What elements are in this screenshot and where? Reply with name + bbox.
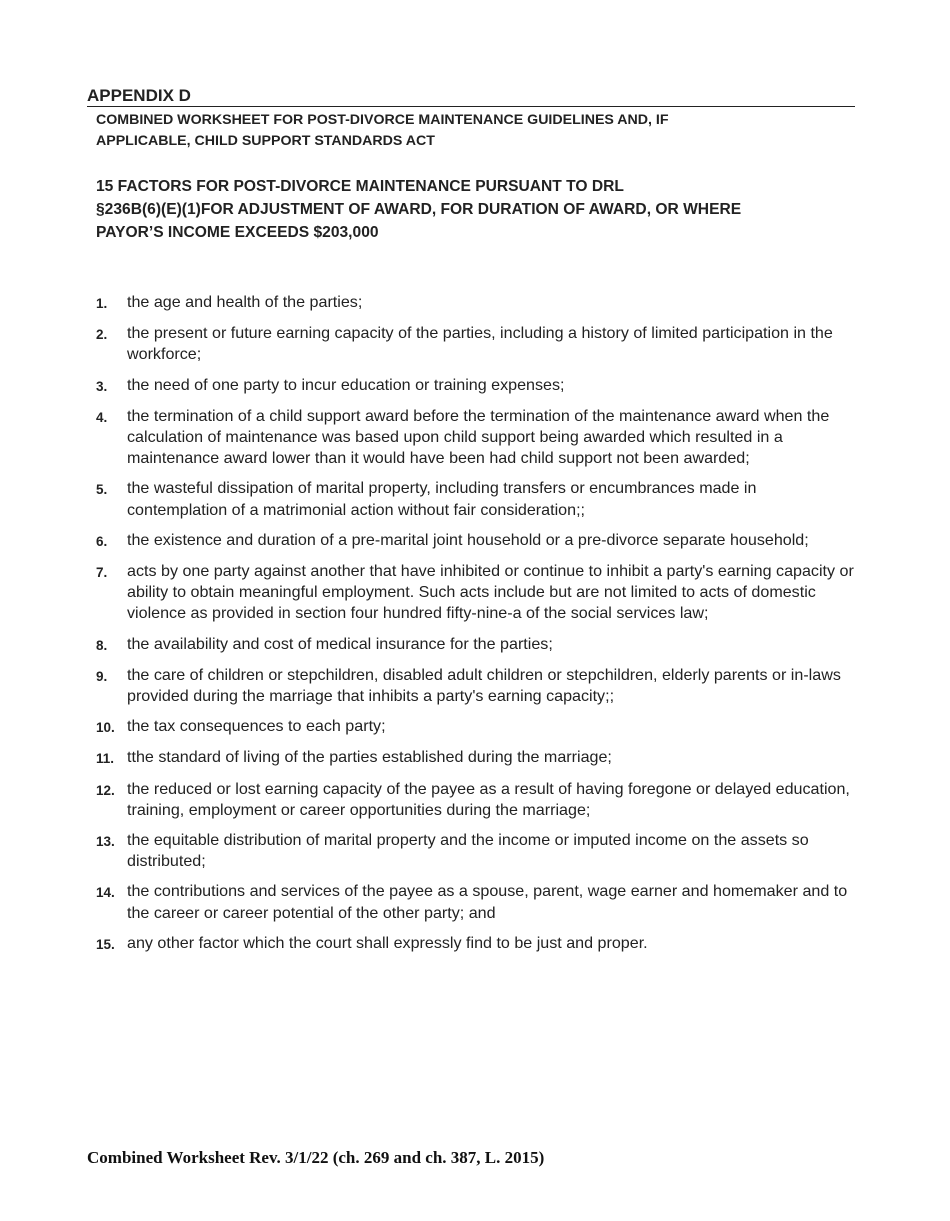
- list-item-text: the tax consequences to each party;: [127, 717, 386, 736]
- list-item-number: 7.: [96, 565, 108, 581]
- section-heading-line-1: 15 FACTORS FOR POST-DIVORCE MAINTENANCE PURSUANT TO DRL: [96, 178, 624, 195]
- subtitle-line-2: APPLICABLE, CHILD SUPPORT STANDARDS ACT: [96, 133, 435, 149]
- worksheet-subtitle: [96, 110, 796, 152]
- list-item-text: the equitable distribution of marital property and the income or imputed income on the assets so distributed;: [127, 831, 809, 871]
- list-item: [96, 716, 858, 738]
- list-item: [96, 881, 858, 923]
- list-item: [96, 406, 858, 470]
- subtitle-line-1: COMBINED WORKSHEET FOR POST-DIVORCE MAINTENANCE GUIDELINES AND, IF: [96, 112, 669, 128]
- list-item-number: 10.: [96, 720, 115, 736]
- list-item-text: the need of one party to incur education or training expenses;: [127, 375, 565, 394]
- list-item: [96, 478, 858, 520]
- list-item-text: the care of children or stepchildren, disabled adult children or stepchildren, elderly parents or in-laws provided during the marriage that inhibits a party's earning capacity;;: [127, 665, 841, 706]
- list-item-text: the existence and duration of a pre-marital joint household or a pre-divorce separate household;: [127, 530, 809, 549]
- list-item: [96, 292, 858, 314]
- page-footer: [87, 1147, 544, 1169]
- list-item: [96, 634, 858, 656]
- list-item-number: 5.: [96, 482, 108, 498]
- list-item-number: 1.: [96, 296, 108, 311]
- list-item: [96, 561, 858, 625]
- list-item: [96, 830, 858, 872]
- list-item: [96, 665, 858, 707]
- list-item-text: acts by one party against another that have inhibited or continue to inhibit a party's earning capacity or ability to obtain meaningful employment. Such acts include but are not limited to acts of domestic violence as provided in section four hundred fifty-nine-a of the social services law;: [127, 562, 854, 623]
- factor-list: [96, 292, 858, 964]
- appendix-title: [87, 86, 855, 107]
- list-item: [96, 323, 858, 365]
- list-item: [96, 933, 858, 955]
- list-item-number: 2.: [96, 327, 108, 343]
- list-item: [96, 779, 858, 821]
- list-item-text: the termination of a child support award before the termination of the maintenance award when the calculation of maintenance was based upon child support being awarded which resulted in a maintenance award lower than it would have been had child support not been awarded;: [127, 406, 830, 468]
- list-item-text: the contributions and services of the payee as a spouse, parent, wage earner and homemaker and to the career or career potential of the other party; and: [127, 882, 848, 922]
- list-item-number: 8.: [96, 637, 108, 653]
- list-item-number: 13.: [96, 834, 115, 850]
- list-item-number: 3.: [96, 378, 108, 394]
- list-item-number: 12.: [96, 782, 115, 798]
- list-item-text: the reduced or lost earning capacity of the payee as a result of having foregone or delayed education, training, employment or career opportunities during the marriage;: [127, 779, 850, 819]
- list-item-number: 4.: [96, 409, 108, 425]
- footer-revision-text: Combined Worksheet Rev. 3/1/22 (ch. 269 and ch. 387, L. 2015): [87, 1148, 545, 1167]
- list-item-text: the wasteful dissipation of marital property, including transfers or encumbrances made in contemplation of a matrimonial action without fair consideration;;: [127, 479, 757, 519]
- list-item-text: the age and health of the parties;: [127, 293, 363, 311]
- section-heading-line-2: §236B(6)(E)(1)FOR ADJUSTMENT OF AWARD, FOR DURATION OF AWARD, OR WHERE: [96, 201, 742, 218]
- list-item: [96, 375, 858, 397]
- list-item-text: tthe standard of living of the parties established during the marriage;: [127, 748, 612, 767]
- list-item: [96, 530, 858, 552]
- list-item-number: 6.: [96, 533, 108, 549]
- list-item-text: any other factor which the court shall expressly find to be just and proper.: [127, 933, 648, 952]
- appendix-title-text: APPENDIX D: [87, 86, 191, 105]
- list-item-number: 14.: [96, 885, 115, 901]
- list-item: [96, 747, 858, 769]
- list-item-number: 9.: [96, 668, 108, 684]
- section-heading: [96, 175, 816, 244]
- list-item-text: the present or future earning capacity of the parties, including a history of limited participation in the workforce;: [127, 324, 833, 364]
- section-heading-line-3: PAYOR’S INCOME EXCEEDS $203,000: [96, 224, 379, 241]
- list-item-number: 11.: [96, 751, 115, 767]
- list-item-number: 15.: [96, 936, 115, 952]
- list-item-text: the availability and cost of medical insurance for the parties;: [127, 634, 553, 653]
